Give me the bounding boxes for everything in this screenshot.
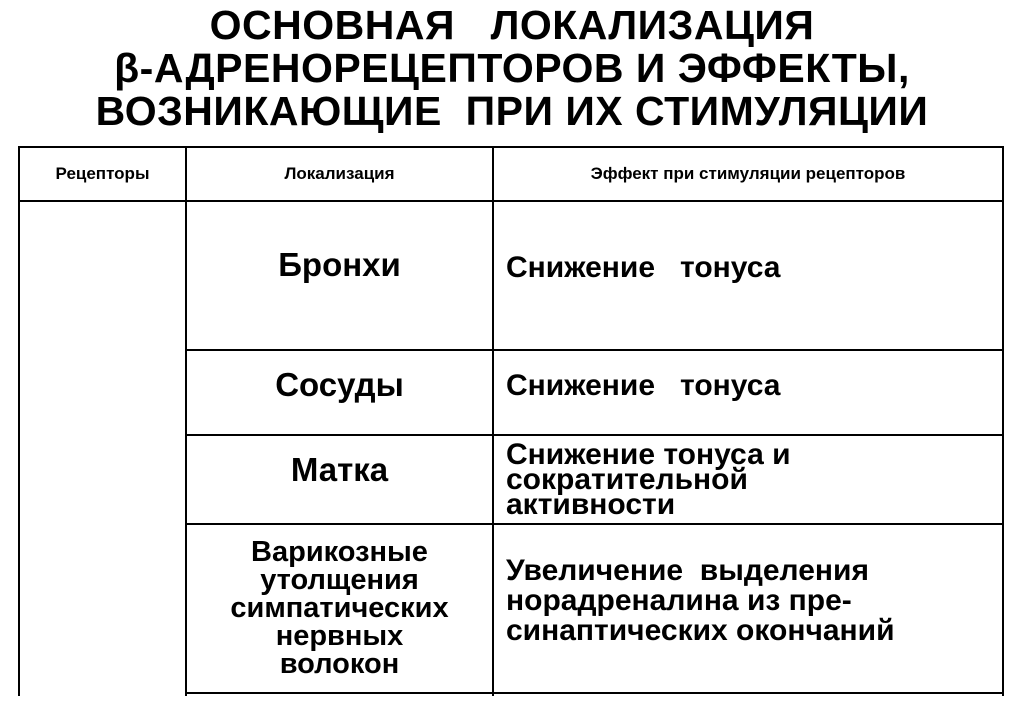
- effect-bronchi: Снижение тонуса: [506, 251, 781, 284]
- receptor-table: [18, 146, 1004, 696]
- title-line-2: β-АДРЕНОРЕЦЕПТОРОВ И ЭФФЕКТЫ,: [114, 45, 910, 91]
- localization-varicosities: Варикозные утолщения симпатических нервных волокон: [230, 535, 449, 680]
- table-left-border: [18, 146, 20, 696]
- header-localization: Локализация: [284, 164, 395, 183]
- title-line-1: ОСНОВНАЯ ЛОКАЛИЗАЦИЯ: [209, 2, 815, 48]
- header-effect: Эффект при стимуляции рецепторов: [590, 164, 906, 183]
- effect-varicosities: Увеличение выделения норадреналина из пре- синаптических окончаний: [506, 554, 895, 647]
- table-right-border: [1002, 146, 1004, 696]
- header-receptors: Рецепторы: [55, 164, 150, 183]
- localization-vessels: Сосуды: [275, 365, 404, 403]
- effect-uterus: Снижение тонуса и сократительной активности: [506, 437, 791, 521]
- column-divider-2: [492, 146, 494, 696]
- table-header-divider: [18, 200, 1004, 202]
- effect-vessels: Снижение тонуса: [506, 369, 781, 402]
- page-title: [0, 4, 1024, 133]
- localization-bronchi: Бронхи: [278, 245, 401, 283]
- table-bottom-border: [185, 692, 1004, 694]
- row-divider-1: [185, 349, 1004, 351]
- localization-uterus: Матка: [290, 450, 389, 488]
- title-line-3: ВОЗНИКАЮЩИЕ ПРИ ИХ СТИМУЛЯЦИИ: [95, 88, 929, 134]
